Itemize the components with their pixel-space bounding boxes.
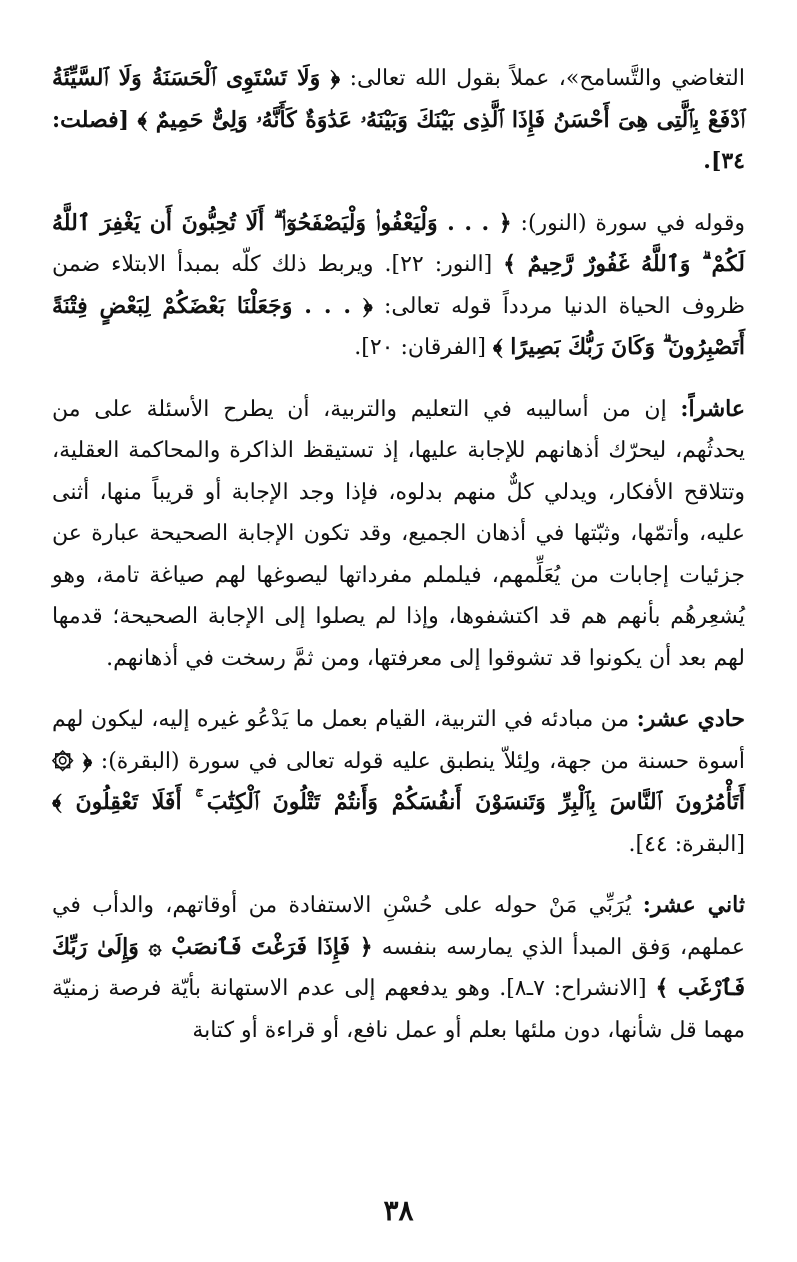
paragraph-5-text-after: [الانشراح: ٧ـ٨]. وهو يدفعهم إلى عدم الاستهانة بأيّة فرصة زمنيّة مهما قل شأنها، دون ملئها بعلم أو عمل نافع، أو قراءة أو كتابة: [52, 976, 745, 1043]
paragraph-1-text: التغاضي والتَّسامح»، عملاً بقول الله تعالى:: [340, 66, 745, 91]
verse-reference-baqara: [البقرة: ٤٤].: [628, 831, 745, 857]
paragraph-4-text: من مبادئه في التربية، القيام بعمل ما يَدْعُو غيره إليه، ليكون لهم أسوة حسنة من جهة، ولِئلاّ ينطبق عليه قوله تعالى في سورة (البقرة):: [52, 707, 745, 774]
paragraph-4-lead: حادي عشر:: [636, 706, 745, 732]
quran-verse-furqan: ﴿ . . . وَجَعَلْنَا بَعْضَكُمْ لِبَعْضٍ فِتْنَةً أَتَصْبِرُونَ ۗ وَكَانَ رَبُّكَ بَصِيرًا ﴾: [52, 292, 745, 360]
paragraph-3-text: إن من أساليبه في التعليم والتربية، أن يطرح الأسئلة على من يحدثُهم، ليحرّك أذهانهم للإجابة عليها، إذ تستيقظ الذاكرة والمحاكمة العقلية، وتتلاقح الأفكار، ويدلي كلٌّ منهم بدلوه، فإذا وجد الإجابة أو قريباً منها، أثنى عليه، وأتمّها، وثبّتها في أذهان الجميع، وقد تكون الإجابة الصحيحة عبارة عن جزئيات إجابات من يُعَلِّمهم، فيلملم مفرداتها ليصوغها لهم صياغة تامة، وهو يُشعِرهُم بأنهم هم قد اكتشفوها، وإذا لم يصلوا إلى الإجابة الصحيحة؛ قدمها لهم بعد أن يكونوا قد تشوقوا إلى معرفتها، ومن ثمَّ رسخت في أذهانهم.: [52, 396, 745, 671]
paragraph-5: [52, 885, 745, 1051]
paragraph-5-lead: ثاني عشر:: [642, 892, 745, 918]
paragraph-5-text: يُرَبِّي مَنْ حوله على حُسْنِ الاستفادة من أوقاتهم، والدأب في عملهم، وَفق المبدأ الذي يمارسه بنفسه: [52, 893, 745, 960]
paragraph-3: [52, 389, 745, 680]
paragraph-2-text-after: [النور: ٢٢]. ويربط ذلك كلّه بمبدأ الابتلاء ضمن ظروف الحياة الدنيا مردداً قوله تعالى:: [52, 252, 746, 319]
paragraph-4: [52, 699, 745, 865]
book-page: [52, 58, 745, 1178]
page-number: ٣٨: [383, 1194, 414, 1227]
paragraph-2-text: وقوله في سورة (النور):: [511, 210, 745, 236]
quran-verse-fussilat: ﴿ وَلَا تَسْتَوِى ٱلْحَسَنَةُ وَلَا ٱلسَّيِّئَةُ ٱدْفَعْ بِٱلَّتِى هِىَ أَحْسَنُ فَإِذَا ٱلَّذِى بَيْنَكَ وَبَيْنَهُۥ عَدَٰوَةٌ كَأَنَّهُۥ وَلِىٌّ حَمِيمٌ ﴾: [52, 65, 745, 133]
paragraph-1: [52, 58, 745, 183]
paragraph-3-lead: عاشراً:: [680, 395, 745, 422]
quran-verse-nur: ﴿ . . . وَلْيَعْفُوا۟ وَلْيَصْفَحُوٓا۟ ۗ أَلَا تُحِبُّونَ أَن يَغْفِرَ ٱللَّهُ لَكُمْ ۗ وَٱللَّهُ غَفُورٌ رَّحِيمٌ ﴾: [52, 209, 745, 277]
verse-reference-fussilat: [فصلت: ٣٤].: [52, 106, 745, 174]
quran-verse-baqara: ﴿ ۞ أَتَأْمُرُونَ ٱلنَّاسَ بِٱلْبِرِّ وَتَنسَوْنَ أَنفُسَكُمْ وَأَنتُمْ تَتْلُونَ ٱلْكِتَٰبَ ۚ أَفَلَا تَعْقِلُونَ ﴾: [52, 747, 745, 815]
quran-verse-inshirah: ﴿ فَإِذَا فَرَغْتَ فَٱنصَبْ ۞ وَإِلَىٰ رَبِّكَ فَٱرْغَب ﴾: [52, 933, 745, 1001]
verse-reference-furqan: [الفرقان: ٢٠].: [354, 335, 493, 360]
paragraph-2: [52, 203, 745, 369]
